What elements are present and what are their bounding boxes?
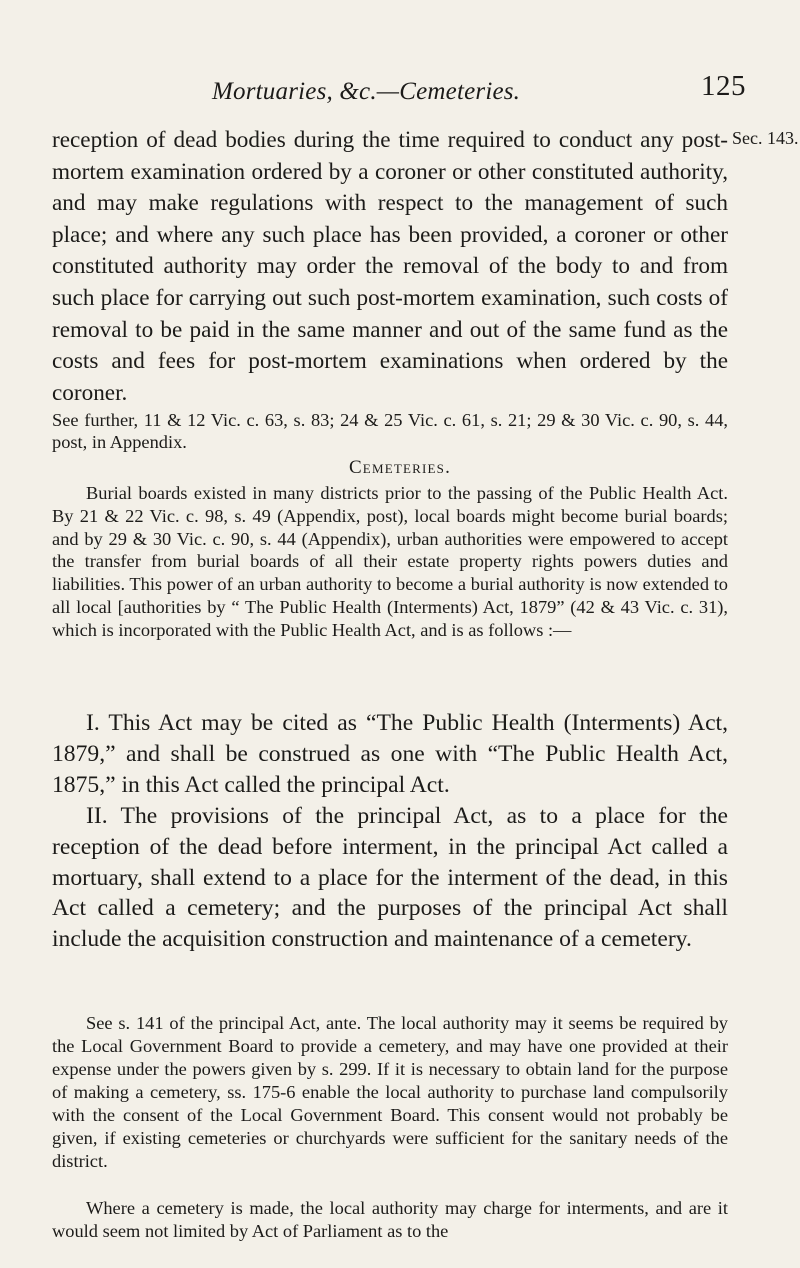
running-title: Mortuaries, &c.—Cemeteries. — [212, 78, 521, 105]
statute-clause: I. This Act may be cited as “The Public Health (Interments) Act, 1879,” and shall be construed as one with “The Public Health Act, 1875,” in this Act called the principal Act. — [52, 710, 728, 798]
page-number: 125 — [701, 70, 746, 102]
body-paragraph: reception of dead bodies during the time required to conduct any post-mortem examination ordered by a coroner or other constituted authority, and may make regulations with respect to the management of such place; and where any such place has been provided, a coroner or other constituted authority may order the removal of the body to and from such place for carrying out such post-mortem examination, such costs of removal to be paid in the same manner and out of the same fund as the costs and fees for post-mortem examinations when ordered by the coroner. — [52, 127, 728, 406]
commentary-note: See s. 141 of the principal Act, ante. The local authority may it seems be required by the Local Government Board to provide a cemetery, and may have one provided at their expense under the powers given by s. 299. If it is necessary to obtain land for the purpose of making a cemetery, ss. 175-6 enable the local authority to purchase land compulsorily with the consent of the Local Government Board. This consent would not probably be given, if existing cemeteries or churchyards were sufficient for the sanitary needs of the district. — [52, 1013, 728, 1171]
commentary-note: Where a cemetery is made, the local authority may charge for interments, and are it would seem not limited by Act of Parliament as to the — [52, 1198, 728, 1241]
commentary-note: Burial boards existed in many districts prior to the passing of the Public Health Act. By 21 & 22 Vic. c. 98, s. 49 (Appendix, post), local boards might become burial boards; and by 29 & 30 Vic. c. 90, s. 44 (Appendix), urban authorities were empowered to accept the transfer from burial boards of all their estate property rights powers duties and liabilities. This power of an urban authority to become a burial authority is now extended to all local [authorities by “ The Public Health (Interments) Act, 1879” (42 & 43 Vic. c. 31), which is incorporated with the Public Health Act, and is as follows :— — [52, 483, 728, 640]
section-reference: Sec. 143. — [732, 128, 799, 148]
statute-clause: II. The provisions of the principal Act, as to a place for the reception of the dead before interment, in the principal Act called a mortuary, shall extend to a place for the interment of the dead, in this Act called a cemetery; and the purposes of the principal Act shall include the acquisition construction and maintenance of a cemetery. — [52, 803, 728, 953]
reference-note: See further, 11 & 12 Vic. c. 63, s. 83; 24 & 25 Vic. c. 61, s. 21; 29 & 30 Vic. c. 90, s. 44, post, in Appendix. — [52, 410, 728, 452]
section-heading: Cemeteries. — [348, 457, 452, 478]
